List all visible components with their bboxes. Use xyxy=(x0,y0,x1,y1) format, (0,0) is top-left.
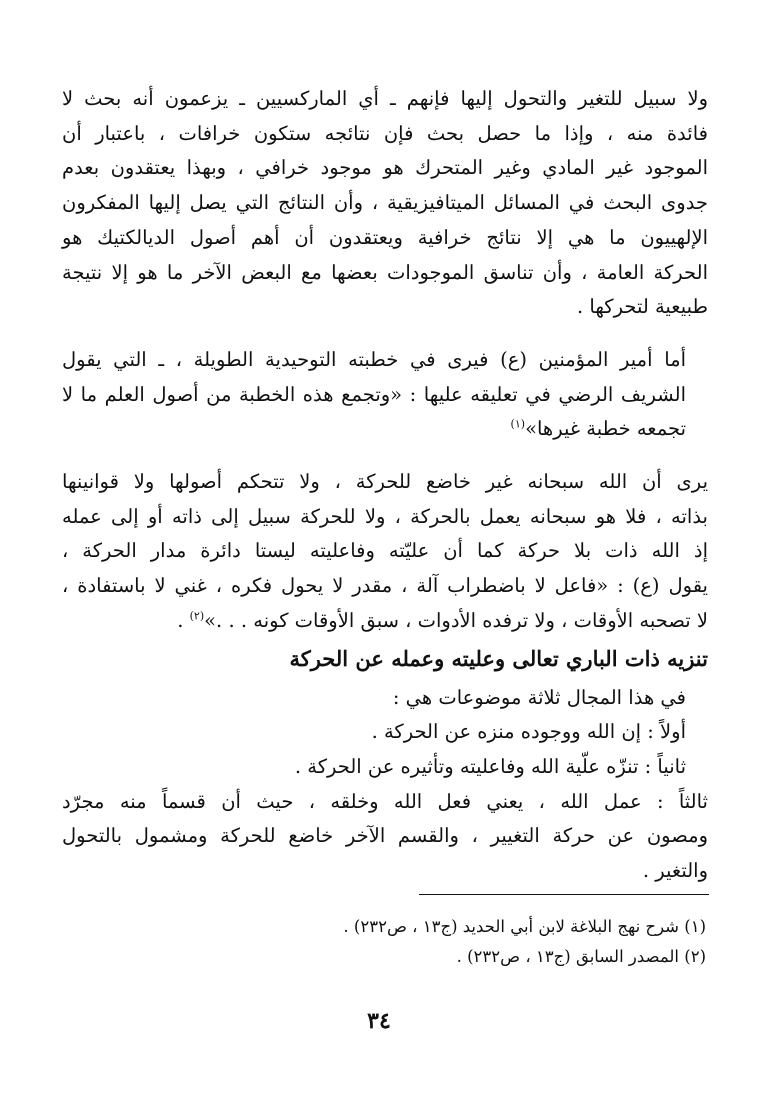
topics-intro xyxy=(62,681,708,716)
footnote-ref-2[interactable]: (٢) xyxy=(189,609,205,623)
paragraph-1 xyxy=(62,82,708,325)
text-line: ولا سبيل للتغير والتحول إليها فإنهم ـ أي الماركسيين ـ يزعمون أنه بحث لا xyxy=(62,87,708,110)
page-number: ٣٤ xyxy=(367,1008,391,1034)
text-line: الموجود غير المادي وغير المتحرك هو موجود خرافي ، وبهذا يعتقدون بعدم xyxy=(62,156,708,180)
list-item: ثانياً : تنزّه علّية الله وفاعليته وتأثيره عن الحركة . xyxy=(294,754,686,778)
topics-list xyxy=(62,715,708,784)
text-line: أما أمير المؤمنين (ع) فيرى في خطبته التوحيدية الطويلة ، ـ التي يقول xyxy=(62,347,686,371)
text-line-end: . xyxy=(177,608,190,632)
text-line: يرى أن الله سبحانه غير خاضع للحركة ، ولا تتحكم أصولها ولا قوانينها xyxy=(62,470,708,494)
text-line-content: لا تصحبه الأوقات ، ولا ترفده الأدوات ، سبق الأوقات كونه . . .» xyxy=(204,608,708,632)
text-line: ثالثاً : عمل الله ، يعني فعل الله وخلقه ، حيث أن قسماً منه مجرّد xyxy=(62,789,708,813)
text-line: إذ الله ذات بلا حركة كما أن عليّته وفاعليته ليستا دائرة مدار الحركة ، xyxy=(62,539,708,563)
text-line: بذاته ، فلا هو سبحانه يعمل بالحركة ، ولا للحركة سبيل إلى ذاته أو إلى عمله xyxy=(62,504,708,528)
paragraph-2 xyxy=(62,343,708,447)
text-line xyxy=(62,412,686,447)
text-line-content: تجمعه خطبة غيرها» xyxy=(525,417,686,441)
paragraph-3 xyxy=(62,465,708,639)
text-line: فائدة منه ، وإذا ما حصل بحث فإن نتائجه ستكون خرافات ، باعتبار أن xyxy=(62,121,708,145)
text-line xyxy=(62,604,708,639)
third-topic xyxy=(62,785,708,889)
footnotes xyxy=(62,912,706,972)
section-heading: تنزيه ذات الباري تعالى وعليته وعمله عن الحركة xyxy=(289,645,708,671)
text-line: الحركة العامة ، وأن تناسق الموجودات بعضها مع البعض الآخر ما هو إلا نتيجة xyxy=(62,260,708,284)
text-line: الإلهييون ما هي إلا نتائج خرافية ويعتقدون أن أهم أصول الديالكتيك هو xyxy=(62,225,708,249)
text-line: طبيعية لتحركها . xyxy=(576,295,708,319)
footnote-ref-1[interactable]: (١) xyxy=(510,417,526,431)
text-line: الشريف الرضي في تعليقه عليها : «وتجمع هذه الخطبة من أصول العلم ما لا xyxy=(62,382,686,406)
text-line: في هذا المجال ثلاثة موضوعات هي : xyxy=(392,685,686,709)
footnote-1: (١) شرح نهج البلاغة لابن أبي الحديد (ج١٣ ، ص٢٣٢) . xyxy=(343,917,706,936)
text-line: جدوى البحث في المسائل الميتافيزيقية ، وأن النتائج التي يصل إليها المفكرون xyxy=(62,191,708,215)
list-item: أولاً : إن الله ووجوده منزه عن الحركة . xyxy=(371,720,686,744)
text-line: يقول (ع) : «فاعل لا باضطراب آلة ، مقدر لا يحول فكره ، غني لا باستفادة ، xyxy=(62,574,708,598)
page-body xyxy=(62,82,708,889)
text-line: والتغير . xyxy=(642,859,708,883)
footnote-2: (٢) المصدر السابق (ج١٣ ، ص٢٣٢) . xyxy=(456,947,706,966)
footnote-separator xyxy=(419,894,709,895)
text-line: ومصون عن حركة التغيير ، والقسم الآخر خاضع للحركة ومشمول بالتحول xyxy=(62,824,708,848)
